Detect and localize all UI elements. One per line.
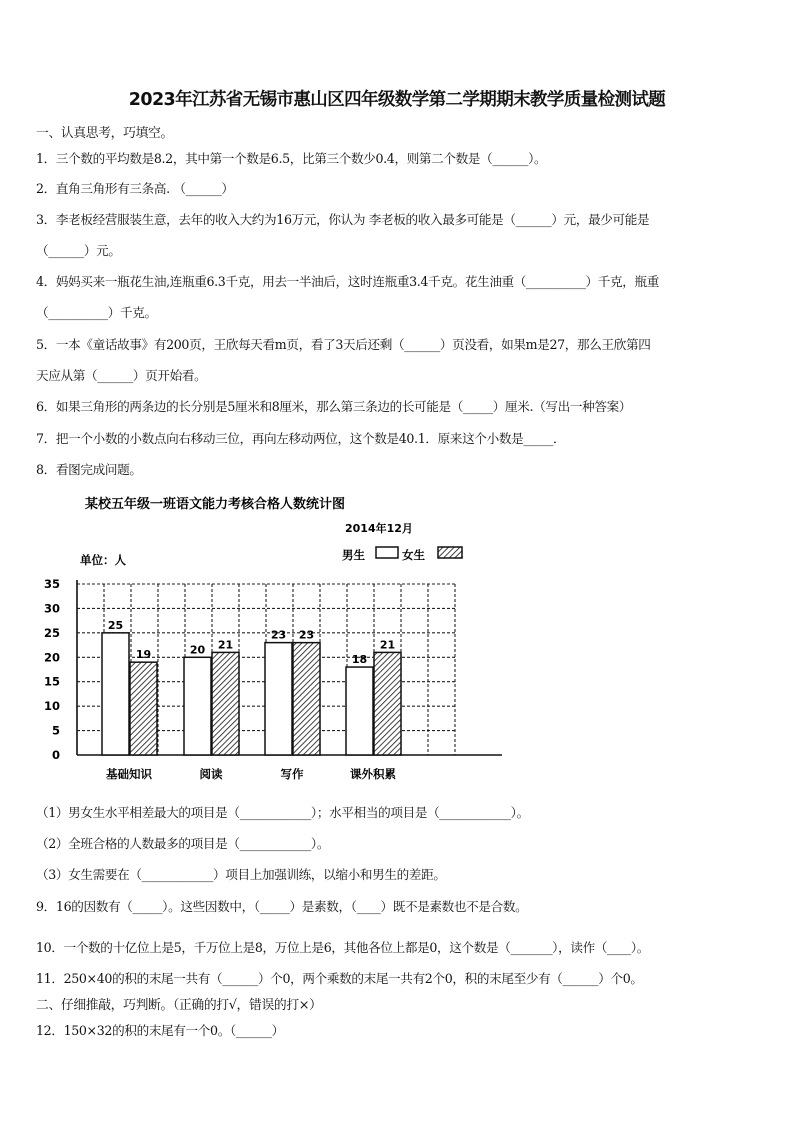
question-8-part-1: （1）男女生水平相差最大的项目是（____________）；水平相当的项目是（____________）。 bbox=[36, 805, 529, 820]
data-label: 21 bbox=[217, 638, 234, 652]
y-tick-label: 30 bbox=[43, 601, 60, 616]
legend-swatch-boys bbox=[376, 547, 398, 558]
question-12: 12．150×32的积的末尾有一个0。（______） bbox=[36, 1023, 284, 1038]
data-label: 19 bbox=[135, 648, 152, 662]
section-heading-fill-in: 一、认真思考，巧填空。 bbox=[36, 126, 173, 141]
legend-label-girls: 女生 bbox=[402, 548, 425, 562]
bar-boys-3 bbox=[346, 667, 373, 755]
bar-boys-0 bbox=[102, 633, 129, 755]
question-4: 4．妈妈买来一瓶花生油,连瓶重6.3千克，用去一半油后，这时连瓶重3.4千克。花生油重（__________）千克，瓶重 bbox=[36, 274, 659, 289]
question-8: 8．看图完成问题。 bbox=[36, 462, 142, 477]
bar-chart-svg bbox=[30, 490, 510, 790]
question-8-part-2: （2）全班合格的人数最多的项目是（____________）。 bbox=[36, 836, 330, 851]
y-tick-label: 0 bbox=[51, 748, 60, 762]
bar-girls-0 bbox=[130, 662, 157, 755]
data-label: 21 bbox=[379, 638, 396, 652]
bar-girls-1 bbox=[212, 652, 239, 755]
section-heading-true-false: 二、仔细推敲，巧判断。（正确的打√，错误的打×） bbox=[36, 998, 322, 1013]
data-label: 18 bbox=[351, 653, 368, 667]
data-label: 25 bbox=[107, 618, 124, 632]
data-label: 23 bbox=[270, 628, 287, 642]
y-tick-label: 25 bbox=[43, 625, 60, 640]
page-title: 2023年江苏省无锡市惠山区四年级数学第二学期期末教学质量检测试题 bbox=[128, 90, 666, 110]
data-label: 23 bbox=[298, 628, 315, 642]
bar-chart bbox=[30, 490, 510, 790]
question-5: 5．一本《童话故事》有200页，王欣每天看m页，看了3天后还剩（______）页没看，如果m是27，那么王欣第四 bbox=[36, 337, 651, 352]
bar-girls-3 bbox=[374, 652, 401, 755]
question-9: 9．16的因数有（_____）。这些因数中，（_____）是素数，（____）既不是素数也不是合数。 bbox=[36, 899, 528, 914]
question-6: 6．如果三角形的两条边的长分别是5厘米和8厘米，那么第三条边的长可能是（_____）厘米.（写出一种答案） bbox=[36, 399, 632, 414]
chart-title: 某校五年级一班语文能力考核合格人数统计图 bbox=[85, 497, 346, 512]
question-3-continued: （______）元。 bbox=[36, 243, 121, 258]
y-tick-label: 15 bbox=[43, 674, 60, 689]
question-2: 2．直角三角形有三条高. （______） bbox=[36, 181, 234, 196]
question-10: 10．一个数的十亿位上是5，千万位上是8，万位上是6，其他各位上都是0，这个数是（_______），读作（____）。 bbox=[36, 940, 650, 955]
y-tick-label: 5 bbox=[51, 723, 60, 738]
bar-girls-2 bbox=[293, 643, 320, 755]
question-3: 3．李老板经营服装生意，去年的收入大约为16万元，你认为 李老板的收入最多可能是（______）元，最少可能是 bbox=[36, 212, 650, 227]
x-tick-label: 基础知识 bbox=[106, 767, 152, 781]
question-11: 11．250×40的积的末尾一共有（______）个0，两个乘数的末尾一共有2个0，积的末尾至少有（______）个0。 bbox=[36, 971, 643, 986]
bar-boys-2 bbox=[265, 643, 292, 755]
x-tick-label: 课外积累 bbox=[350, 767, 396, 781]
question-4-continued: （__________）千克。 bbox=[36, 305, 157, 320]
legend-label-boys: 男生 bbox=[342, 548, 365, 562]
question-8-part-3: （3）女生需要在（____________）项目上加强训练，以缩小和男生的差距。 bbox=[36, 867, 446, 882]
legend-swatch-girls bbox=[438, 547, 462, 558]
x-tick-label: 阅读 bbox=[199, 767, 223, 781]
x-tick-label: 写作 bbox=[280, 767, 304, 781]
y-tick-label: 20 bbox=[43, 650, 60, 665]
bar-boys-1 bbox=[184, 657, 211, 755]
y-tick-label: 10 bbox=[43, 699, 60, 714]
question-5-continued: 天应从第（______）页开始看。 bbox=[36, 368, 207, 383]
question-1: 1．三个数的平均数是8.2，其中第一个数是6.5，比第三个数少0.4，则第二个数是（______）。 bbox=[36, 151, 547, 166]
question-7: 7．把一个小数的小数点向右移动三位，再向左移动两位，这个数是40.1．原来这个小数是_____． bbox=[36, 431, 566, 446]
chart-date: 2014年12月 bbox=[345, 522, 413, 535]
y-tick-label: 35 bbox=[43, 577, 60, 591]
chart-unit-label: 单位：人 bbox=[80, 553, 126, 567]
data-label: 20 bbox=[189, 643, 206, 657]
